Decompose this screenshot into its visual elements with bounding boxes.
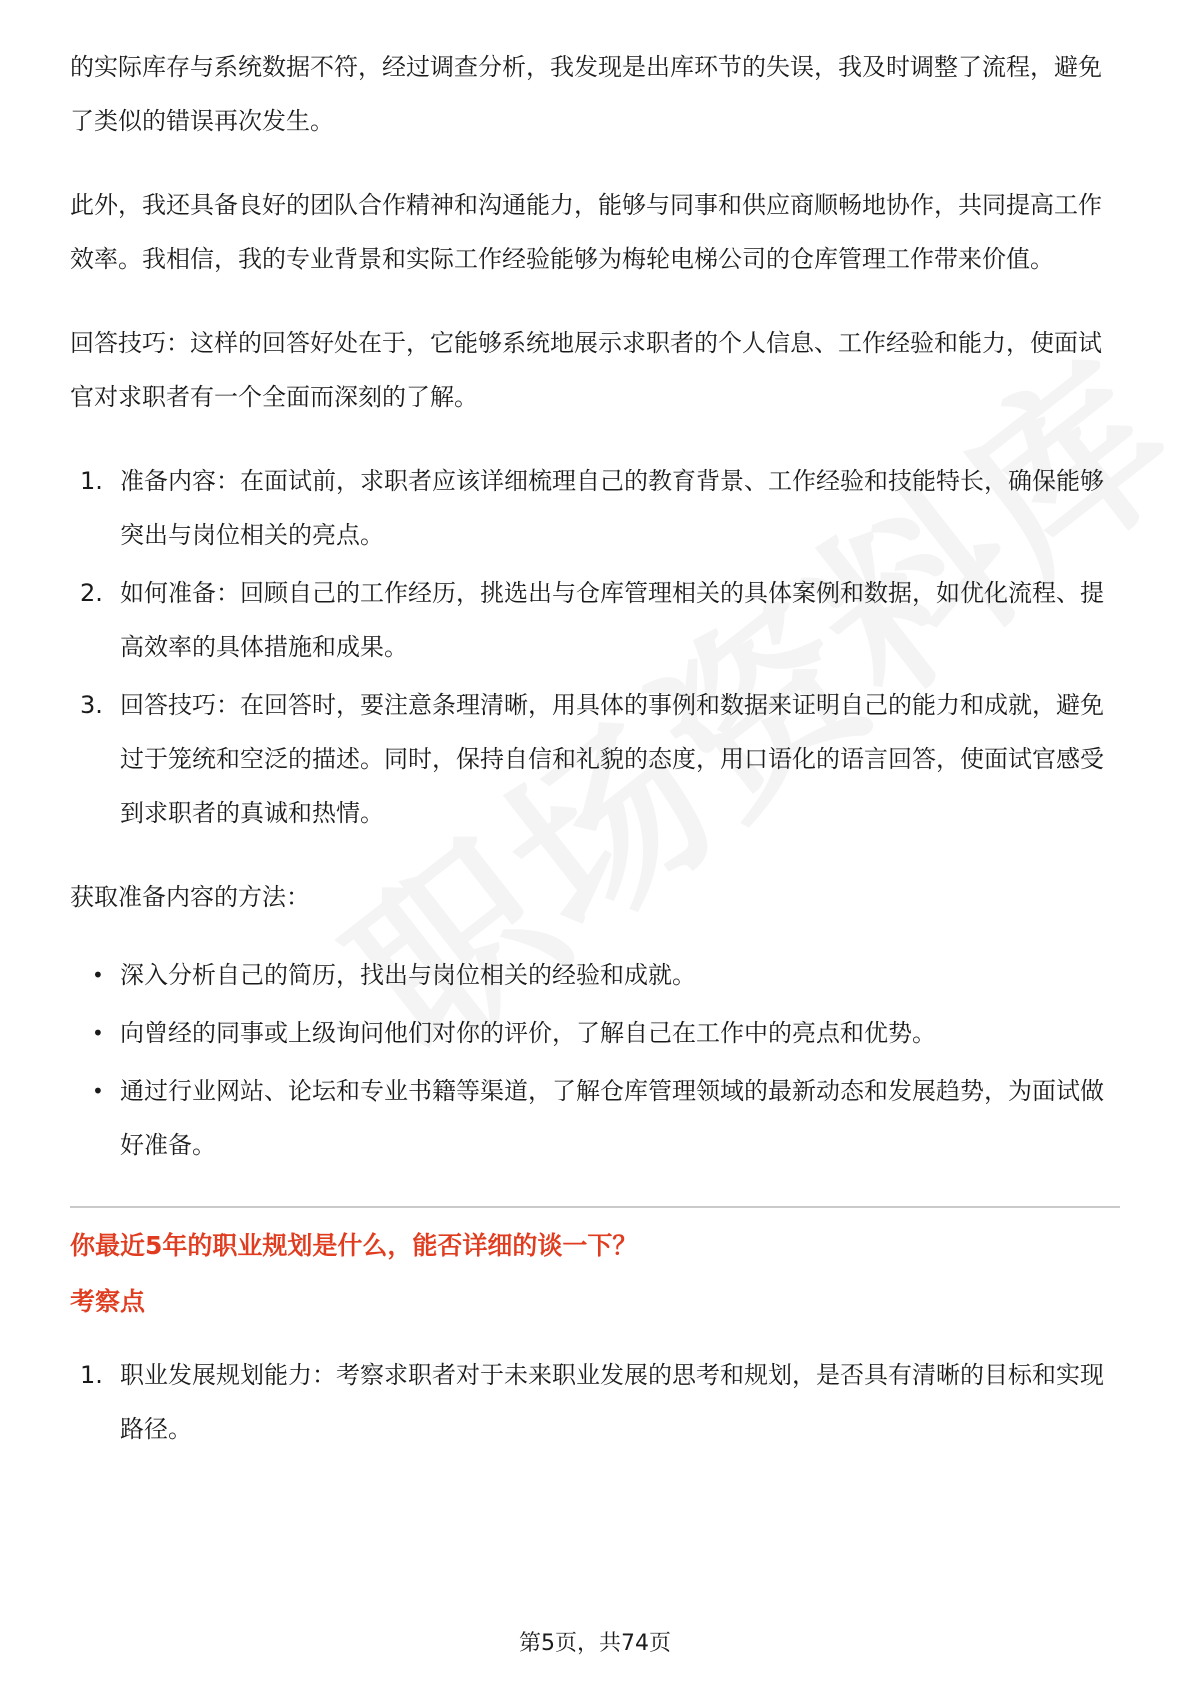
list-item-text: 回答技巧：在回答时，要注意条理清晰，用具体的事例和数据来证明自己的能力和成就，避免过于笼统和空泛的描述。同时，保持自信和礼貌的态度，用口语化的语言回答，使面试官感受到求职者的真诚和热情。 xyxy=(120,691,1104,827)
list-item xyxy=(70,1064,1120,1172)
list-item xyxy=(70,454,1120,562)
numbered-list-preparation xyxy=(70,454,1120,840)
list-marker: 1. xyxy=(80,1361,103,1389)
list-item xyxy=(70,948,1120,1002)
list-item xyxy=(70,1006,1120,1060)
bullet-marker: • xyxy=(92,1079,104,1103)
page-content xyxy=(70,40,1120,1486)
question-subheading: 考察点 xyxy=(70,1287,146,1316)
paragraph-answer-tips: 回答技巧：这样的回答好处在于，它能够系统地展示求职者的个人信息、工作经验和能力，使面试官对求职者有一个全面而深刻的了解。 xyxy=(70,329,1102,411)
list-marker: 3. xyxy=(80,691,103,719)
list-item-text: 向曾经的同事或上级询问他们对你的评价，了解自己在工作中的亮点和优势。 xyxy=(120,1019,936,1047)
bullet-list-methods xyxy=(70,948,1120,1172)
bullet-marker: • xyxy=(92,1021,104,1045)
list-item-text: 职业发展规划能力：考察求职者对于未来职业发展的思考和规划，是否具有清晰的目标和实现路径。 xyxy=(120,1361,1104,1443)
list-item-text: 深入分析自己的简历，找出与岗位相关的经验和成就。 xyxy=(120,961,696,989)
list-item xyxy=(70,566,1120,674)
list-item-text: 如何准备：回顾自己的工作经历，挑选出与仓库管理相关的具体案例和数据，如优化流程、提高效率的具体措施和成果。 xyxy=(120,579,1104,661)
list-marker: 1. xyxy=(80,467,103,495)
methods-heading: 获取准备内容的方法： xyxy=(70,883,310,911)
section-divider xyxy=(70,1206,1120,1208)
paragraph-inventory: 的实际库存与系统数据不符，经过调查分析，我发现是出库环节的失误，我及时调整了流程，避免了类似的错误再次发生。 xyxy=(70,53,1102,135)
list-item-text: 通过行业网站、论坛和专业书籍等渠道，了解仓库管理领域的最新动态和发展趋势，为面试做好准备。 xyxy=(120,1077,1104,1159)
numbered-list-assessment xyxy=(70,1348,1120,1456)
paragraph-teamwork: 此外，我还具备良好的团队合作精神和沟通能力，能够与同事和供应商顺畅地协作，共同提高工作效率。我相信，我的专业背景和实际工作经验能够为梅轮电梯公司的仓库管理工作带来价值。 xyxy=(70,191,1102,273)
list-item xyxy=(70,678,1120,840)
list-item xyxy=(70,1348,1120,1456)
list-marker: 2. xyxy=(80,579,103,607)
question-title: 你最近5年的职业规划是什么，能否详细的谈一下？ xyxy=(70,1231,638,1260)
list-item-text: 准备内容：在面试前，求职者应该详细梳理自己的教育背景、工作经验和技能特长，确保能够突出与岗位相关的亮点。 xyxy=(120,467,1104,549)
page-footer: 第5页，共74页 xyxy=(519,1631,671,1656)
bullet-marker: • xyxy=(92,963,104,987)
